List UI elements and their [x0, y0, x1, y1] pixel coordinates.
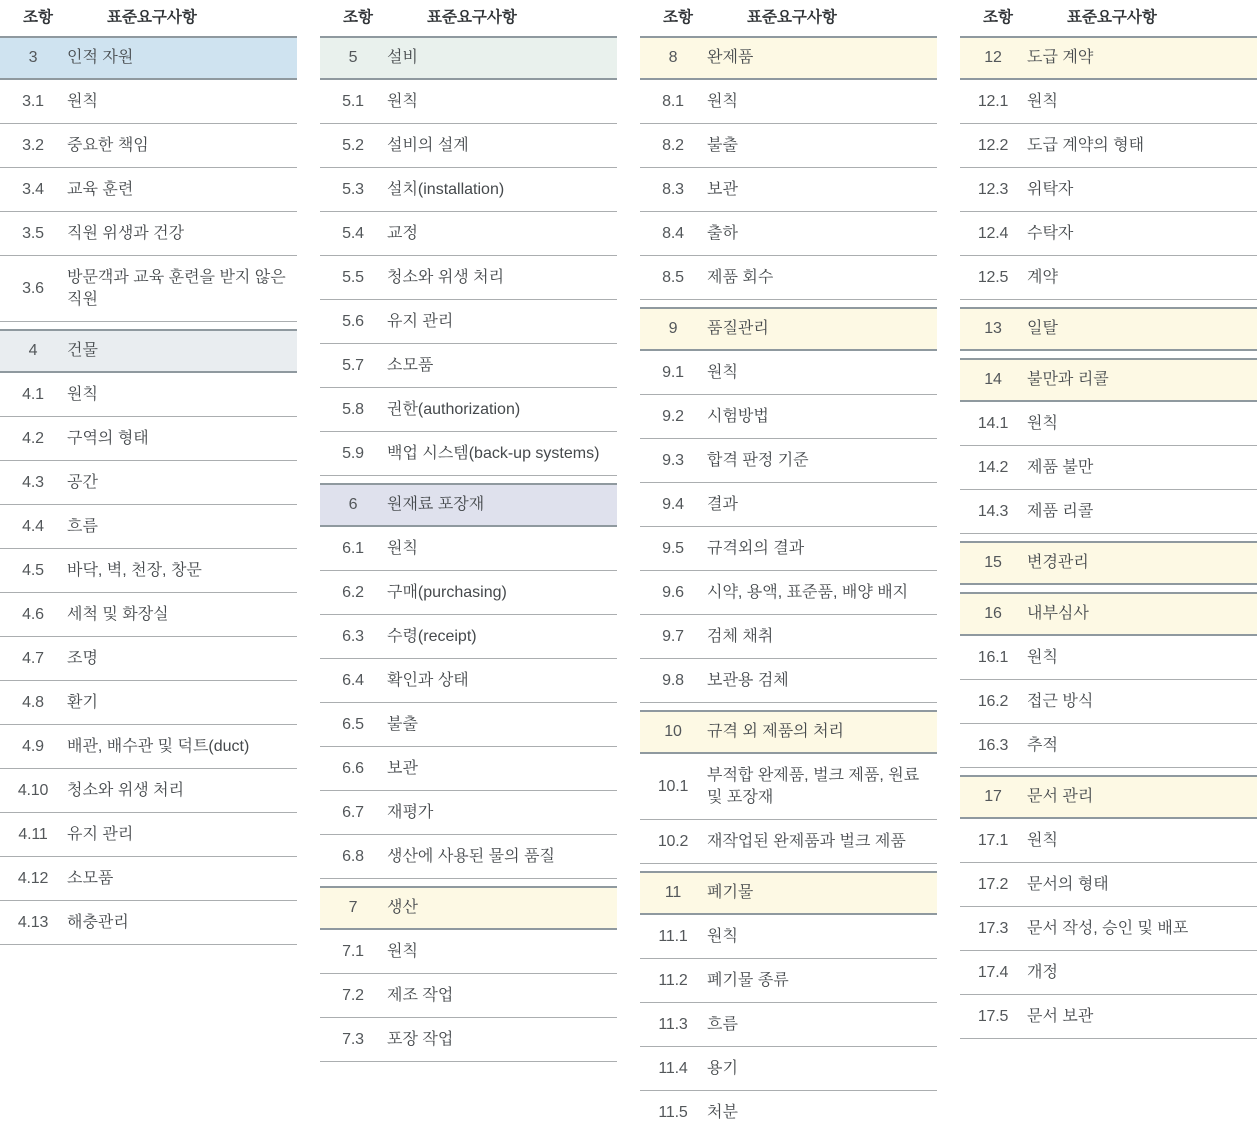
clause-number: 13	[984, 320, 1002, 337]
clause-number: 6.1	[342, 540, 364, 557]
clause-number: 14.2	[977, 459, 1009, 476]
clause-number: 8.5	[662, 269, 684, 286]
requirement-label: 내부심사	[1027, 605, 1089, 622]
requirement-label: 백업 시스템(back-up systems)	[387, 445, 600, 462]
clause-number: 11.3	[658, 1016, 688, 1033]
requirement-label: 원칙	[1027, 649, 1058, 666]
clause-row-12.1	[960, 80, 1257, 124]
requirement-label: 생산에 사용된 물의 품질	[387, 848, 555, 865]
requirement-label: 소모품	[387, 357, 434, 374]
clause-row-4.12	[0, 857, 297, 901]
clause-row-4.9	[0, 725, 297, 769]
section-row-3	[0, 36, 297, 80]
clause-number: 4.12	[17, 870, 49, 887]
clause-row-11.2	[640, 959, 937, 1003]
clause-row-5.8	[320, 388, 617, 432]
requirement-label: 문서 작성, 승인 및 배포	[1027, 920, 1189, 937]
clause-number: 9	[668, 320, 678, 337]
section-row-6	[320, 483, 617, 527]
clause-row-4.1	[0, 373, 297, 417]
requirement-label: 검체 채취	[707, 628, 774, 645]
section-row-10	[640, 710, 937, 754]
clause-row-8.2	[640, 124, 937, 168]
clause-number: 5	[348, 49, 358, 66]
clause-number: 11.5	[658, 1104, 688, 1121]
clause-number: 6.6	[342, 760, 364, 777]
clause-number: 15	[984, 554, 1002, 571]
clause-number: 5.3	[342, 181, 364, 198]
clause-row-17.4	[960, 951, 1257, 995]
clause-number: 12.2	[977, 137, 1009, 154]
clause-row-5.5	[320, 256, 617, 300]
clause-number: 4.10	[17, 782, 49, 799]
requirement-label: 제품 불만	[1027, 459, 1094, 476]
section-row-17	[960, 775, 1257, 819]
clause-number: 4.2	[22, 430, 44, 447]
clause-row-9.2	[640, 395, 937, 439]
clause-number: 6	[348, 496, 358, 513]
clause-number: 9.8	[662, 672, 684, 689]
clause-row-11.5	[640, 1091, 937, 1131]
requirement-label: 구역의 형태	[67, 430, 149, 447]
clause-number: 16	[984, 605, 1002, 622]
requirement-label: 재평가	[387, 804, 434, 821]
requirement-header-label: 표준요구사항	[427, 9, 517, 26]
clause-number: 8.3	[662, 181, 684, 198]
clause-row-8.4	[640, 212, 937, 256]
column-header	[640, 2, 937, 34]
clause-row-3.6	[0, 256, 297, 322]
clause-number: 8.1	[662, 93, 684, 110]
clause-row-14.2	[960, 446, 1257, 490]
clause-row-6.1	[320, 527, 617, 571]
clause-number: 16.2	[977, 693, 1009, 710]
requirement-label: 청소와 위생 처리	[387, 269, 505, 286]
clause-number: 12.4	[977, 225, 1009, 242]
requirement-label: 보관	[387, 760, 418, 777]
clause-row-6.6	[320, 747, 617, 791]
requirement-label: 추적	[1027, 737, 1058, 754]
requirement-header-label: 표준요구사항	[747, 9, 837, 26]
clause-row-5.2	[320, 124, 617, 168]
clause-row-6.3	[320, 615, 617, 659]
requirement-label: 접근 방식	[1027, 693, 1094, 710]
clause-number: 4	[28, 342, 38, 359]
section-row-5	[320, 36, 617, 80]
clause-header-label: 조항	[343, 9, 373, 26]
clause-number: 5.4	[342, 225, 364, 242]
clause-number: 16.1	[977, 649, 1009, 666]
requirement-label: 규격 외 제품의 처리	[707, 723, 844, 740]
clause-row-4.11	[0, 813, 297, 857]
requirement-label: 배관, 배수관 및 덕트(duct)	[67, 738, 250, 755]
requirement-label: 원칙	[707, 93, 738, 110]
clause-number: 6.8	[342, 848, 364, 865]
clause-row-4.3	[0, 461, 297, 505]
column-header	[320, 2, 617, 34]
clause-row-6.5	[320, 703, 617, 747]
clause-number: 16.3	[977, 737, 1009, 754]
requirement-label: 흐름	[707, 1016, 738, 1033]
clause-number: 9.1	[662, 364, 684, 381]
clause-number: 4.5	[22, 562, 44, 579]
requirement-label: 부적합 완제품, 벌크 제품, 원료 및 포장재	[707, 767, 920, 806]
requirement-label: 보관용 검체	[707, 672, 789, 689]
clause-header-label: 조항	[663, 9, 693, 26]
clause-number: 14	[984, 371, 1002, 388]
clause-row-11.4	[640, 1047, 937, 1091]
clause-number: 5.8	[342, 401, 364, 418]
clause-number: 5.7	[342, 357, 364, 374]
requirement-label: 확인과 상태	[387, 672, 469, 689]
requirement-label: 바닥, 벽, 천장, 창문	[67, 562, 202, 579]
clause-row-12.3	[960, 168, 1257, 212]
clause-number: 4.13	[17, 914, 49, 931]
clause-number: 11.4	[658, 1060, 688, 1077]
row-list	[320, 36, 617, 1062]
clause-number: 12.3	[977, 181, 1009, 198]
clause-column-3	[640, 2, 937, 1131]
clause-row-17.2	[960, 863, 1257, 907]
clause-row-4.7	[0, 637, 297, 681]
requirement-label: 제품 회수	[707, 269, 774, 286]
requirement-label: 폐기물 종류	[707, 972, 789, 989]
requirement-label: 생산	[387, 899, 418, 916]
clause-row-9.3	[640, 439, 937, 483]
clause-number: 6.5	[342, 716, 364, 733]
section-row-4	[0, 329, 297, 373]
clause-row-4.2	[0, 417, 297, 461]
section-row-14	[960, 358, 1257, 402]
clause-number: 4.9	[22, 738, 44, 755]
requirement-label: 제품 리콜	[1027, 503, 1094, 520]
column-header	[960, 2, 1257, 34]
clause-number: 4.8	[22, 694, 44, 711]
section-row-7	[320, 886, 617, 930]
requirement-label: 인적 자원	[67, 49, 134, 66]
clause-number: 9.6	[662, 584, 684, 601]
clause-row-7.2	[320, 974, 617, 1018]
clause-number: 4.1	[22, 386, 44, 403]
requirement-label: 환기	[67, 694, 98, 711]
clause-row-7.1	[320, 930, 617, 974]
requirement-label: 포장 작업	[387, 1031, 454, 1048]
requirement-label: 교육 훈련	[67, 181, 134, 198]
requirement-label: 폐기물	[707, 884, 754, 901]
row-list	[640, 36, 937, 1131]
clause-number: 4.7	[22, 650, 44, 667]
clause-number: 7.1	[342, 943, 364, 960]
clause-number: 7	[348, 899, 358, 916]
requirement-label: 직원 위생과 건강	[67, 225, 185, 242]
requirement-label: 제조 작업	[387, 987, 454, 1004]
requirement-label: 원칙	[707, 364, 738, 381]
row-list	[0, 36, 297, 945]
clause-row-5.9	[320, 432, 617, 476]
requirement-label: 설비의 설계	[387, 137, 469, 154]
requirement-label: 수탁자	[1027, 225, 1074, 242]
clause-number: 3.2	[22, 137, 44, 154]
clause-column-4	[960, 2, 1257, 1131]
requirement-label: 원칙	[1027, 93, 1058, 110]
requirement-label: 시약, 용액, 표준품, 배양 배지	[707, 584, 909, 601]
clause-row-12.5	[960, 256, 1257, 300]
clause-row-8.3	[640, 168, 937, 212]
clause-row-8.5	[640, 256, 937, 300]
requirement-label: 불출	[387, 716, 418, 733]
row-list	[960, 36, 1257, 1039]
clause-row-3.2	[0, 124, 297, 168]
clause-row-4.8	[0, 681, 297, 725]
clause-number: 6.2	[342, 584, 364, 601]
clause-row-5.4	[320, 212, 617, 256]
clause-number: 4.6	[22, 606, 44, 623]
requirement-label: 출하	[707, 225, 738, 242]
requirement-header-label: 표준요구사항	[107, 9, 197, 26]
clause-number: 14.1	[977, 415, 1009, 432]
section-row-12	[960, 36, 1257, 80]
clause-row-4.5	[0, 549, 297, 593]
requirement-label: 원칙	[1027, 415, 1058, 432]
clause-row-4.6	[0, 593, 297, 637]
requirement-label: 원재료 포장재	[387, 496, 485, 513]
requirement-label: 건물	[67, 342, 98, 359]
requirement-label: 용기	[707, 1060, 738, 1077]
clause-row-6.4	[320, 659, 617, 703]
requirement-label: 수령(receipt)	[387, 628, 477, 645]
requirement-label: 결과	[707, 496, 738, 513]
clause-row-17.3	[960, 907, 1257, 951]
clause-row-4.4	[0, 505, 297, 549]
section-row-15	[960, 541, 1257, 585]
clause-row-9.6	[640, 571, 937, 615]
clause-number: 7.2	[342, 987, 364, 1004]
clause-row-6.8	[320, 835, 617, 879]
requirement-label: 규격외의 결과	[707, 540, 805, 557]
requirement-label: 원칙	[67, 386, 98, 403]
clause-row-10.1	[640, 754, 937, 820]
requirement-label: 품질관리	[707, 320, 769, 337]
requirement-label: 시험방법	[707, 408, 769, 425]
clause-number: 9.5	[662, 540, 684, 557]
clause-row-3.5	[0, 212, 297, 256]
clause-row-10.2	[640, 820, 937, 864]
clause-row-5.3	[320, 168, 617, 212]
requirement-label: 원칙	[1027, 832, 1058, 849]
clause-number: 9.4	[662, 496, 684, 513]
clause-row-16.3	[960, 724, 1257, 768]
requirement-label: 원칙	[387, 93, 418, 110]
requirement-label: 원칙	[67, 93, 98, 110]
requirement-label: 문서 관리	[1027, 788, 1094, 805]
clause-row-5.7	[320, 344, 617, 388]
requirement-label: 방문객과 교육 훈련을 받지 않은 직원	[67, 269, 286, 308]
clause-number: 14.3	[977, 503, 1009, 520]
clause-row-11.1	[640, 915, 937, 959]
clause-row-14.1	[960, 402, 1257, 446]
clause-number: 3.6	[22, 280, 44, 297]
requirement-label: 설치(installation)	[387, 181, 505, 198]
section-row-11	[640, 871, 937, 915]
clause-row-14.3	[960, 490, 1257, 534]
requirement-label: 불만과 리콜	[1027, 371, 1109, 388]
requirement-label: 공간	[67, 474, 98, 491]
requirement-label: 처분	[707, 1104, 738, 1121]
clause-number: 17	[984, 788, 1002, 805]
clause-number: 4.3	[22, 474, 44, 491]
clause-number: 17.2	[977, 876, 1009, 893]
clause-number: 9.3	[662, 452, 684, 469]
clause-number: 11.2	[658, 972, 688, 989]
clause-number: 6.4	[342, 672, 364, 689]
clause-number: 17.5	[977, 1008, 1009, 1025]
requirement-label: 변경관리	[1027, 554, 1089, 571]
clause-number: 8.2	[662, 137, 684, 154]
requirement-label: 중요한 책임	[67, 137, 149, 154]
requirement-label: 일탈	[1027, 320, 1058, 337]
clause-number: 4.4	[22, 518, 44, 535]
requirement-label: 문서의 형태	[1027, 876, 1109, 893]
requirement-label: 구매(purchasing)	[387, 584, 507, 601]
requirement-label: 도급 계약	[1027, 49, 1094, 66]
clause-row-4.13	[0, 901, 297, 945]
clause-number: 5.9	[342, 445, 364, 462]
requirement-label: 유지 관리	[387, 313, 454, 330]
clause-number: 12.5	[977, 269, 1009, 286]
requirement-label: 개정	[1027, 964, 1058, 981]
requirement-label: 재작업된 완제품과 벌크 제품	[707, 833, 906, 850]
clause-row-9.8	[640, 659, 937, 703]
requirement-label: 완제품	[707, 49, 754, 66]
requirement-label: 흐름	[67, 518, 98, 535]
requirement-label: 불출	[707, 137, 738, 154]
clause-number: 9.7	[662, 628, 684, 645]
requirement-label: 유지 관리	[67, 826, 134, 843]
clause-row-5.1	[320, 80, 617, 124]
clause-number: 7.3	[342, 1031, 364, 1048]
clause-number: 5.2	[342, 137, 364, 154]
clause-row-3.1	[0, 80, 297, 124]
column-header	[0, 2, 297, 34]
clause-row-7.3	[320, 1018, 617, 1062]
requirement-label: 문서 보관	[1027, 1008, 1094, 1025]
clause-number: 4.11	[18, 826, 48, 843]
requirement-label: 보관	[707, 181, 738, 198]
requirement-label: 교정	[387, 225, 418, 242]
clause-number: 3	[28, 49, 38, 66]
clause-header-label: 조항	[983, 9, 1013, 26]
clause-number: 8.4	[662, 225, 684, 242]
section-row-16	[960, 592, 1257, 636]
clause-row-5.6	[320, 300, 617, 344]
requirement-label: 조명	[67, 650, 98, 667]
requirement-label: 원칙	[707, 928, 738, 945]
clause-row-17.5	[960, 995, 1257, 1039]
clause-number: 9.2	[662, 408, 684, 425]
clause-row-12.4	[960, 212, 1257, 256]
clause-row-9.4	[640, 483, 937, 527]
clause-number: 6.7	[342, 804, 364, 821]
clause-number: 10	[664, 723, 682, 740]
clause-number: 11	[664, 884, 682, 901]
clause-row-9.1	[640, 351, 937, 395]
clause-number: 5.6	[342, 313, 364, 330]
clause-number: 12.1	[977, 93, 1009, 110]
requirement-label: 원칙	[387, 540, 418, 557]
clause-header-label: 조항	[23, 9, 53, 26]
clause-number: 5.5	[342, 269, 364, 286]
clause-row-17.1	[960, 819, 1257, 863]
clause-number: 10.2	[657, 833, 689, 850]
clause-number: 3.4	[22, 181, 44, 198]
requirement-label: 세척 및 화장실	[67, 606, 169, 623]
clause-row-4.10	[0, 769, 297, 813]
clause-row-9.7	[640, 615, 937, 659]
requirement-label: 합격 판정 기준	[707, 452, 809, 469]
clause-number: 17.4	[977, 964, 1009, 981]
clause-row-11.3	[640, 1003, 937, 1047]
requirement-label: 위탁자	[1027, 181, 1074, 198]
clause-number: 5.1	[342, 93, 364, 110]
clause-number: 11.1	[658, 928, 688, 945]
clause-number: 17.1	[977, 832, 1009, 849]
clause-number: 8	[668, 49, 678, 66]
clause-number: 12	[984, 49, 1002, 66]
clause-row-12.2	[960, 124, 1257, 168]
clause-number: 10.1	[657, 778, 689, 795]
section-row-13	[960, 307, 1257, 351]
clause-column-2	[320, 2, 617, 1131]
requirement-label: 청소와 위생 처리	[67, 782, 185, 799]
clause-number: 6.3	[342, 628, 364, 645]
requirement-label: 계약	[1027, 269, 1058, 286]
section-row-8	[640, 36, 937, 80]
clause-row-9.5	[640, 527, 937, 571]
clause-column-1	[0, 2, 297, 1131]
requirement-label: 해충관리	[67, 914, 129, 931]
clause-number: 3.5	[22, 225, 44, 242]
clause-row-6.2	[320, 571, 617, 615]
requirement-label: 권한(authorization)	[387, 401, 521, 418]
requirement-label: 설비	[387, 49, 418, 66]
requirement-header-label: 표준요구사항	[1067, 9, 1157, 26]
requirement-label: 도급 계약의 형태	[1027, 137, 1145, 154]
requirement-label: 소모품	[67, 870, 114, 887]
clause-number: 3.1	[22, 93, 44, 110]
section-row-9	[640, 307, 937, 351]
clause-number: 17.3	[977, 920, 1009, 937]
clause-row-16.1	[960, 636, 1257, 680]
requirement-label: 원칙	[387, 943, 418, 960]
clause-row-8.1	[640, 80, 937, 124]
clause-row-6.7	[320, 791, 617, 835]
clause-row-3.4	[0, 168, 297, 212]
clause-row-16.2	[960, 680, 1257, 724]
